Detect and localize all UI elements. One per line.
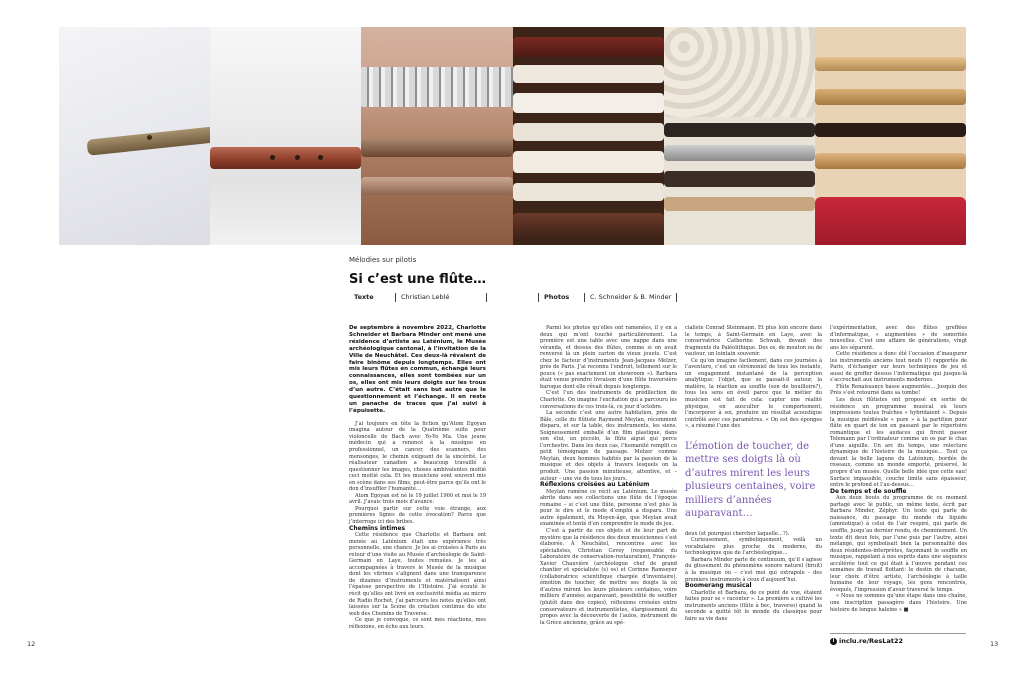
paragraph: Cette résidence que Charlotte et Barbara ont menée au Laténium était une expérience très personnelle, une chance. Je les ai croisées à Paris au retour d’une visite au Musée d’archéologie de Saint-Germain en Laye, toutes remuées. Je les ai accompagnées à travers le Musée de la musique dont les vitrines s’alignent dans une transparence de dizaines d’instruments et matérialisent ainsi l’épaisse perspective de l’Histoire. J’ai écouté le récit qu’elles ont livré en exclusivité média au micro de Radio Rochet, j’ai parcouru les notes qu’elles ont laissées sur la Scène de création continue du site web des Chemins de Traverse.: [349, 532, 486, 617]
photo-wooden-flute-fabric: [210, 27, 361, 245]
paragraph: Cette résidence a donc été l’occasion d’inaugurer les instruments anciens tout neufs (!) rapportés de Paris, d’échanger sur leurs techniques de jeu et aussi de greffer dessus l’informatique qui jusque-là s’accrochait aux instruments modernes.: [830, 351, 967, 384]
photo-metal-flute-keys: [361, 27, 513, 245]
subheading: Chemins intimes: [349, 524, 406, 532]
paragraph: Charlotte et Barbara, de ce point de vue, étaient faites pour se « raconter ». La première a cultivé les instruments anciens (flûte à bec, traverso) quand la seconde a quitté tôt le monde du classique pour faire sa vie dans: [685, 589, 822, 622]
photo-recorders-case: [513, 27, 664, 245]
section-kicker: Mélodies sur pilotis: [349, 256, 417, 264]
paragraph: cialiste Conrad Steinmann. Et plus loin encore dans le temps, à Saint-Germain en Laye, avec la conservatrice Catherine Schwab, devant des fragments du Paléolithique. Des os, de mouton ou de vautour, un lointain souvenir.: [685, 325, 822, 358]
subheading: Boomerang musical: [685, 582, 752, 590]
paragraph: Curieusement, symboliquement, voilà un vocabulaire plus proche du moderne, du technologique que de l’archéologique…: [685, 537, 822, 557]
photo-recorders-red-cushion: [815, 27, 966, 245]
paragraph: Ce qu’on imagine facilement, dans ces journées à l’aventure, c’est un cérémoniel de tous les instants, un engagement instantané de la perception analytique: l’objet, que se passait-il autour, la matière, la réaction au souffle (son de bouilloire?), tous les sens en éveil parce que le métier du musicien est fait de cela: capter une réalité physique, en ausculter le comportement, l’incorporer à soi, produire un résultat acoustique contrôlé avec ces paramètres. « On est des éponges », a résumé l’une des: [685, 357, 822, 430]
credit-text-label: Texte: [354, 293, 374, 301]
pull-quote: L’émotion de toucher, de mettre ses doigts là où d’autres mirent les leurs plusieurs centaines, voire milliers d’années auparavant…: [685, 440, 816, 520]
paragraph: Pourquoi partir sur cette voie étrange, aux premières lignes de cette évocation? Parce que j’interroge ici des bribes.: [349, 505, 486, 525]
credit-photo-author: C. Schneider & B. Minder: [590, 293, 672, 301]
paragraph: Flûte Renaissance basse augmentée… Josquin des Prés s’est retourné dans sa tombe!: [830, 383, 967, 397]
photo-strip: [59, 27, 966, 245]
paragraph: « Nous ne sommes qu’une étape dans une chaîne, une inscription passagère dans l’histoire. Une histoire de longue haleine » ■: [830, 593, 967, 613]
footer-divider: [830, 633, 966, 634]
paragraph: La seconde c’est une autre habitation, près de Bâle, celle du flûtiste Raymond Meylan, récemment disparu, et sur la table, des instruments, les siens. Soigneusement emballé d’un film plastique, dans son étui, un piccolo, la flûte aigué qui perce l’orchestre. Dans les deux cas, l’humanité remplit ce petit témoignage de passage. Melzer comme Meylan, deux hommes habités par la passion de la musique et des objets à travers lesquels on la produit. Une passion minutieuse, attentive, et – autour – une vie de tous les jours.: [540, 410, 677, 482]
article-column-2: [540, 325, 677, 626]
credit-separator: [676, 293, 677, 302]
resource-link[interactable]: i inclu.re/ResLat22: [830, 637, 903, 645]
paragraph: J’ai toujours en tête la fiction qu’Atom Egoyan imagina autour de la Quatrième suite pour violoncelle de Bach avec Yo-Yo Ma. Une jeune médecin qui a renoncé à la musique en professionnel, un cancer, des scanners, des mensonges, le chemin exigeant de la sincérité. Le réalisateur canadien a beaucoup travaillé à questionner les images, choses ambivalentes moitié ceci moitié cela. Et les musiciens sont souvent mis en scène dans ses films, peut-être parce qu’ils ont le don d’insuffler l’humanité…: [349, 420, 486, 493]
article-column-1: [349, 325, 486, 630]
credit-separator: [395, 293, 396, 302]
paragraph: Ce que je convoque, ce sont mes réactions, mes réflexions, en écho aux leurs.: [349, 617, 486, 630]
page-number-left: 12: [27, 640, 36, 648]
subheading: De temps et de souffle: [830, 487, 907, 495]
article-title: Si c’est une flûte…: [349, 272, 487, 287]
credit-photo-label: Photos: [544, 293, 570, 301]
paragraph: C’est l’un des instruments de prédilection de Charlotte. On imagine l’excitation qui a parcouru les conversations de ces trois-là, ce jour d’octobre.: [540, 390, 677, 410]
article-column-3: [685, 325, 822, 622]
paragraph: Parmi les photos qu’elles ont ramenées, il y en a deux qui m’ont touché particulièrement. La première est une table avec une nappe dans une véranda, et dessus des flûtes, comme si on avait renversé là un plein carton de vieux jouets. C’est chez le facteur d’instruments Jean-Jacques Melzer, près de Paris. J’ai reconnu l’endroit, tellement sur le pouce (« pas exactement un showroom »). Barbara était venue prendre livraison d’une flûte traversière baroque dont elle rêvait depuis longtemps.: [540, 325, 677, 390]
info-icon: i: [830, 638, 837, 645]
credit-separator: [538, 293, 539, 302]
credit-text-author: Christian Leblé: [401, 293, 450, 301]
paragraph: Aux deux bouts du programme de ce moment partagé avec le public, un même texte, écrit par Barbara Minder, Zéphyr. Un texte qui parle de naissance, du passage du monde du liquide (amniotique) à celui de l’air respiré, qui parle de souffle, jusqu’au dernier rendu, de cheminement. Un texte dit deux fois, par l’une puis par l’autre, ainsi mélangé, qui symbolisait bien la personnalité des deux résidentes-interprètes, façonnant le souffle en musique, rappelant à nos esprits dans une séquence accélérée tout ce qui était à l’œuvre pendant ces semaines de travail flottant: le destin de chacune, leur choix d’être artiste, l’archéologie à taille humaine de leur voyage, les gens rencontrés, évoqués, l’impression d’avoir traversé le temps.: [830, 495, 968, 593]
lead-paragraph: De septembre à novembre 2022, Charlotte Schneider et Barbara Minder ont mené une résidence d’artiste au Laténium, le Musée archéologique cantonal, à l’invitation de la Ville de Neuchâtel. Ces deux-là rêvaient de faire binôme depuis longtemps. Elles ont mis leurs flûtes en commun, échangé leurs connaissances, elles sont tombées sur un os, elles ont mis leurs doigts sur les trous d’un autre. C’était sans but autre que le questionnement et l’échange. Il en reste un panache de traces que j’ai suivi à l’épuisette.: [349, 325, 486, 414]
paragraph: Atom Egoyan est né le 19 juillet 1960 et moi le 19 avril. J’avais trois mois d’avance.: [349, 492, 486, 506]
article-column-4: [830, 325, 967, 613]
paragraph: l’expérimentation, avec des flûtes greffées d’informatique, « augmentées » de sonorités nouvelles. C’est une affaire de générations, vingt ans les séparent.: [830, 325, 967, 351]
paragraph: Les deux flûtistes ont proposé en sortie de résidence un programme musical où leurs impressions toutes fraîches « hybridaient ». Depuis la musique médiévale « pure » à la partition pour flûte en quart de ton en passant par le répertoire romantique et les audaces qui firent passer Telemann par l’ordinateur comme un os par le chas d’une aiguille. Un arc du temps, une relecture dynamique de l’histoire de la musique… Tout ça devant la belle lagune du Laténium, bordée de roseaux, comme un monde emporté, préservé, le propre d’un musée. Quelle belle idée que cette eau! Surface impassible, couche limite sans épaisseur, entre le profond et l’au-dessus…: [830, 397, 967, 489]
credit-separator: [584, 293, 585, 302]
page-number-right: 13: [990, 640, 999, 648]
paragraph: C’est à partir de ces objets et de leur part de mystère que la résidence des deux musiciennes s’est élaborée. À Neuchâtel, rencontres avec les spécialistes, Christian Cevey (responsable du Laboratoire de conservation-restauration), François-Xavier Chauvière (archéologue chef de grand chantier et spécialiste (s) os) et Corinne Ramseyer (collaboratrice scientifique chargée d’inventaire), émotion de toucher, de mettre ses doigts là où d’autres mirent les leurs plusieurs centaines, voire milliers d’années auparavant, possibilité de souffler (plutôt dans des copies), réflexions croisées entre conservateurs et instrumentistes, élargissement du propos avec la découverte de l’aulos, instrument de la Grèce ancienne, grâce au spé-: [540, 527, 677, 626]
photo-flutes-on-tablecloth: [664, 27, 815, 245]
paragraph: Meylan ramène ce récit au Laténium. Le musée abrite dans ses collections une flûte de l’époque romaine – si c’est une flûte, personne n’est plus là pour le dire et le mode d’emploi a disparu. Une autre également, du Moyen-âge, que Meylan avait examinée et tenté d’en comprendre le mode de jeu.: [540, 488, 677, 528]
paragraph: Barbara Minder parle de continuum, qu’il s’agisse du glissement du phénomène sonore naturel (bruit) à la musique ou – c’est moi qui extrapole - des premiers instruments à ceux d’aujourd’hui.: [685, 556, 822, 583]
photo-bone-flute: [59, 27, 210, 245]
paragraph: deux (et pourquoi chercher laquelle…?).: [685, 530, 790, 537]
credit-separator: [486, 293, 487, 302]
subheading: Réflexions croisées au Laténium: [540, 481, 650, 489]
